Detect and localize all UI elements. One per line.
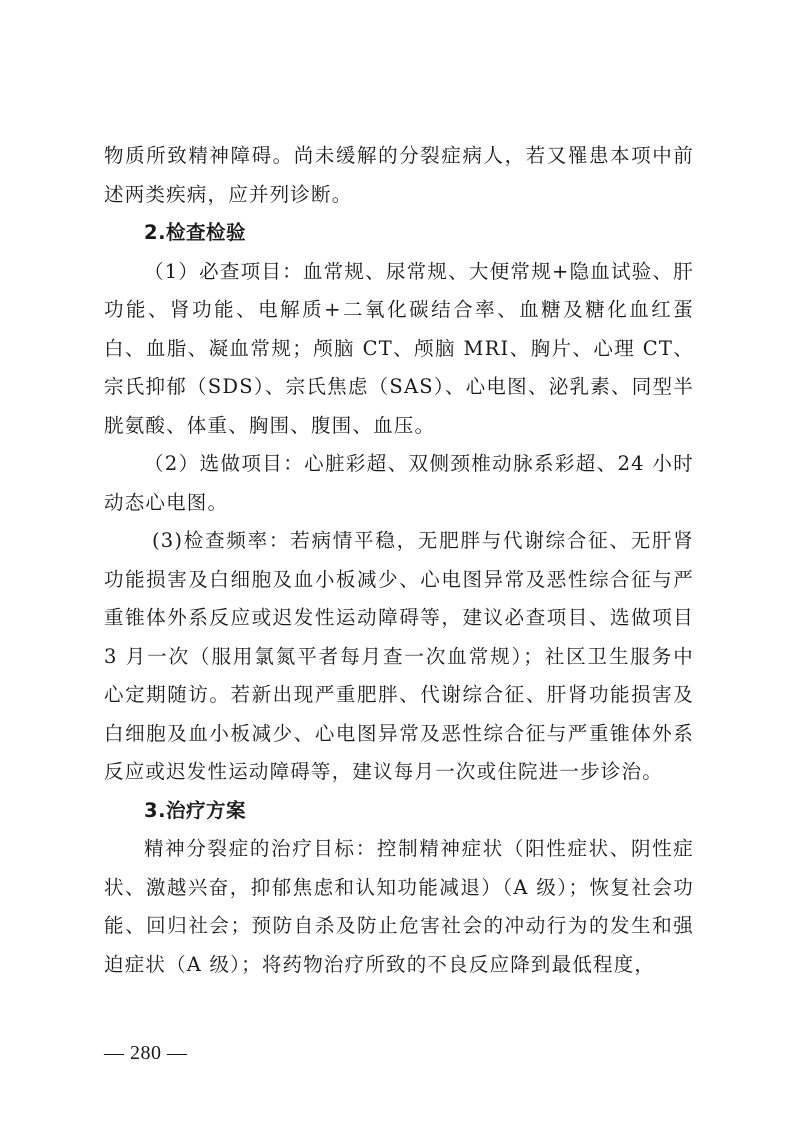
paragraph-required-items: （1）必查项目：血常规、尿常规、大便常规+隐血试验、肝功能、肾功能、电解质+二氧化碳结合率、血糖及糖化血红蛋白、血脂、凝血常规；颅脑 CT、颅脑 MRI、胸片、心理 CT、宗氏抑郁（SDS）、宗氏焦虑（SAS）、心电图、泌乳素、同型半胱氨酸、体重、胸围、腹围、血压。 — [104, 259, 694, 437]
page-number: — 280 — — [104, 1042, 188, 1064]
section-heading-exam: 2.检查检验 — [144, 221, 246, 244]
paragraph-optional-items: （2）选做项目：心脏彩超、双侧颈椎动脉系彩超、24 小时动态心电图。 — [104, 452, 694, 514]
section-heading-treatment: 3.治疗方案 — [144, 798, 246, 822]
paragraph-treatment-goals: 精神分裂症的治疗目标：控制精神症状（阳性症状、阴性症状、激越兴奋，抑郁焦虑和认知功能减退）（A 级）；恢复社会功能、回归社会；预防自杀及防止危害社会的冲动行为的发生和强迫症状（A 级）；将药物治疗所致的不良反应降到最低程度， — [104, 837, 694, 976]
paragraph-continuation: 物质所致精神障碍。尚未缓解的分裂症病人，若又罹患本项中前述两类疾病，应并列诊断。 — [104, 144, 694, 206]
document-body — [104, 137, 694, 984]
paragraph-exam-frequency: (3)检查频率：若病情平稳，无肥胖与代谢综合征、无肝肾功能损害及白细胞及血小板减少、心电图异常及恶性综合征与严重锥体外系反应或迟发性运动障碍等，建议必查项目、选做项目 3 月一次（服用氯氮平者每月查一次血常规）；社区卫生服务中心定期随访。若新出现严重肥胖、代谢综合征、肝肾功能损害及白细胞及血小板减少、心电图异常及恶性综合征与严重锥体外系反应或迟发性运动障碍等，建议每月一次或住院进一步诊治。 — [104, 529, 694, 783]
